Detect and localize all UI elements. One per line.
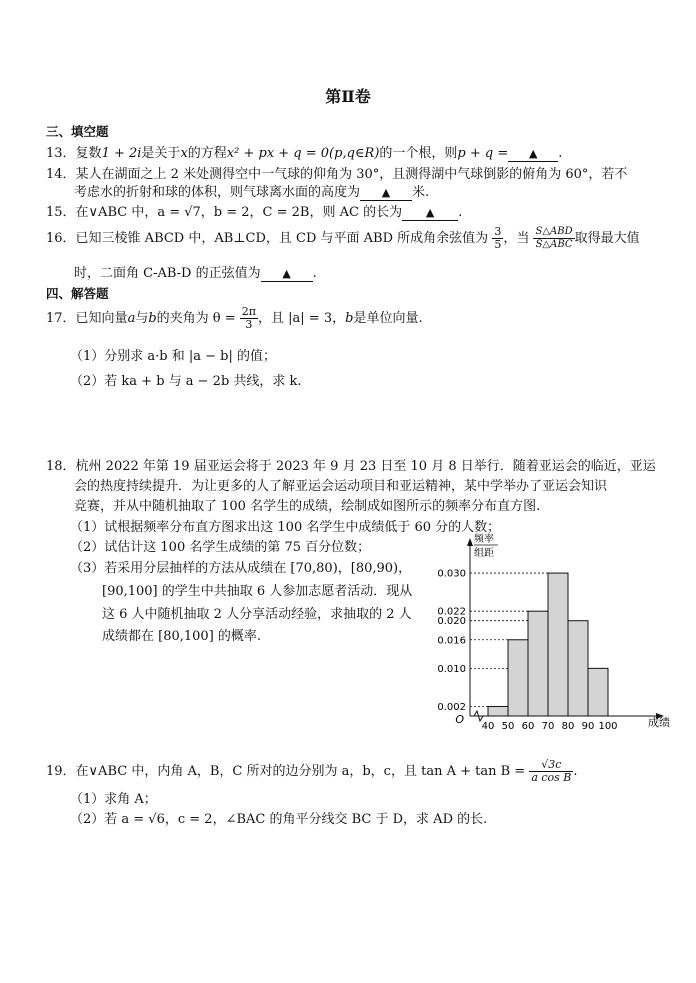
q18-part-3a: （3）若采用分层抽样的方法从成绩在 [70,80)，[80,90)， (70, 561, 412, 576)
q13-expr-3: p + q = (457, 146, 509, 161)
fraction-denominator: S△ABC (535, 239, 573, 250)
y-tick-label: 0.016 (437, 635, 466, 647)
question-14 (46, 163, 627, 182)
q14-answer-blank[interactable] (360, 186, 412, 201)
q19-part-1: （1）求角 A； (70, 792, 157, 807)
q13-text-2: 是关于 (141, 146, 181, 161)
q19-text-1: 在∨ABC 中，内角 A，B，C 所对的边分别为 a，b，c，且 tan A + tan B = (75, 764, 526, 779)
chart-y-ticks (437, 569, 466, 713)
q13-expr-1: 1 + 2i (101, 146, 142, 161)
q16-answer-blank[interactable] (261, 267, 313, 282)
question-16 (46, 226, 640, 251)
q16-text-1: 已知三棱锥 ABCD 中，AB⊥CD，且 CD 与平面 ABD 所成角余弦值为 (75, 231, 489, 246)
q16-number: 16． (46, 231, 76, 246)
q18-line-1: 杭州 2022 年第 19 届亚运会将于 2023 年 9 月 23 日至 10 月 8 日举行．随着亚运会的临近，亚运 (75, 459, 656, 474)
histogram-bar (488, 706, 508, 716)
q18-part-3c: 这 6 人中随机抽取 2 人分享活动经验，求抽取的 2 人 (102, 607, 412, 622)
q18-part-3d: 成绩都在 [80,100] 的概率. (102, 629, 262, 644)
y-axis-arrow (467, 538, 473, 546)
q18-part-2: （2）试估计这 100 名学生成绩的第 75 百分位数； (70, 540, 371, 555)
y-tick-label: 0.030 (437, 568, 466, 580)
y-tick-label: 0.022 (437, 606, 466, 618)
origin-label: O (455, 713, 464, 726)
chart-bars (488, 573, 608, 716)
blank-marker: ▲ (381, 186, 391, 199)
q18-line-3: 竞赛，并从中随机抽取了 100 名学生的成绩，绘制成如图所示的频率分布直方图. (74, 499, 541, 514)
q16-line-2b: . (312, 266, 317, 281)
histogram-bar (508, 640, 528, 716)
y-tick-label: 0.010 (437, 663, 466, 675)
q17-vector-a: a (127, 311, 136, 326)
q15-answer-blank[interactable] (402, 206, 458, 221)
q16-text-3: 取得最大值 (574, 231, 640, 246)
section-solve: 四、解答题 (46, 286, 109, 301)
fraction-denominator: a cos B (531, 771, 572, 784)
fraction-numerator: S△ABD (535, 226, 573, 237)
q14-line-2a: 考虑水的折射和球的体积，则气球离水面的高度为 (74, 185, 361, 200)
q18-number: 18． (46, 459, 76, 474)
blank-marker: ▲ (425, 206, 435, 219)
q13-expr-2: x² + px + q = 0(p,q∈R) (226, 146, 380, 161)
q14-number: 14． (46, 167, 76, 182)
blank-marker: ▲ (282, 267, 291, 280)
q15-end: . (458, 205, 463, 220)
histogram-bar (588, 668, 608, 716)
y-label-bottom: 组距 (474, 548, 494, 559)
x-tick-label: 60 (521, 721, 535, 730)
question-15 (46, 201, 462, 221)
q13-number: 13． (46, 146, 76, 161)
fraction-denominator: 5 (494, 238, 502, 251)
x-axis-label: 成绩 (648, 716, 670, 729)
q16-fraction-area (533, 226, 574, 251)
x-tick-label: 100 (598, 721, 618, 730)
x-tick-label: 40 (481, 721, 495, 730)
question-14-cont (74, 181, 429, 201)
q13-text-1: 复数 (75, 146, 102, 161)
q15-text: 在∨ABC 中，a = √7，b = 2，C = 2B，则 AC 的长为 (75, 205, 403, 220)
q15-number: 15． (46, 205, 76, 220)
x-tick-label: 90 (581, 721, 595, 730)
question-16-cont (74, 262, 317, 282)
q17-part-2: （2）若 ka + b 与 a − 2b 共线，求 k. (70, 374, 302, 389)
q13-text-5: . (558, 146, 563, 161)
q13-text-3: 的方程 (187, 146, 227, 161)
q13-var: x (180, 146, 188, 161)
fraction-numerator: 3 (494, 225, 502, 238)
question-17 (46, 306, 423, 331)
fraction-denominator: 3 (245, 318, 253, 331)
q14-line-2b: 米. (412, 185, 430, 200)
histogram-bar (528, 611, 548, 716)
blank-marker: ▲ (529, 147, 538, 160)
q17-text-4: ，且 |a| = 3， (258, 311, 346, 326)
q17-vector-b-2: b (345, 311, 354, 326)
x-tick-label: 50 (501, 721, 515, 730)
q17-fraction-angle (240, 306, 258, 331)
q17-text-1: 已知向量 (75, 311, 128, 326)
chart-x-ticks (482, 721, 618, 730)
q16-fraction-cos (492, 226, 503, 251)
frequency-histogram (430, 530, 680, 730)
q13-text-4: 的一个根，则 (379, 146, 458, 161)
q17-text-5: 是单位向量. (353, 311, 423, 326)
q18-part-3b: [90,100] 的学生中共抽取 6 人参加志愿者活动．现从 (102, 584, 413, 599)
y-label-top: 频率 (474, 534, 494, 545)
question-13 (46, 142, 562, 162)
x-tick-label: 70 (541, 721, 555, 730)
q18-part-1: （1）试根据频率分布直方图求出这 100 名学生中成绩低于 60 分的人数； (70, 520, 501, 535)
page-title: 第Ⅱ卷 (325, 87, 371, 106)
q17-part-1: （1）分别求 a·b 和 |a − b| 的值； (70, 349, 276, 364)
q16-line-2a: 时，二面角 C-AB-D 的正弦值为 (74, 266, 261, 281)
q19-part-2: （2）若 a = √6，c = 2，∠BAC 的角平分线交 BC 于 D，求 AD 的长. (70, 812, 488, 827)
y-tick-label: 0.020 (437, 616, 466, 628)
fraction-numerator: √3c (529, 759, 573, 772)
histogram-bar (548, 573, 568, 716)
q17-text-3: 的夹角为 θ = (156, 311, 236, 326)
q19-number: 19． (46, 764, 76, 779)
q13-answer-blank[interactable] (508, 147, 558, 162)
q17-text-2: 与 (135, 311, 149, 326)
y-tick-label: 0.002 (437, 701, 466, 713)
question-18 (46, 455, 656, 474)
section-fill-blank: 三、填空题 (46, 124, 109, 139)
histogram-bar (568, 621, 588, 716)
x-tick-label: 80 (561, 721, 575, 730)
q16-text-2: ，当 (503, 231, 530, 246)
q18-line-2: 会的热度持续提升．为让更多的人了解亚运会运动项目和亚运精神，某中学举办了亚运会知识 (74, 479, 608, 494)
q19-fraction (529, 759, 573, 784)
q17-number: 17． (46, 311, 76, 326)
fraction-numerator: 2π (241, 305, 257, 318)
q14-line-1: 某人在湖面之上 2 米处测得空中一气球的仰角为 30°，且测得湖中气球倒影的俯角为 60°，若不 (75, 167, 628, 182)
q19-text-2: . (573, 764, 578, 779)
question-19 (46, 759, 578, 784)
q17-vector-b: b (148, 311, 157, 326)
